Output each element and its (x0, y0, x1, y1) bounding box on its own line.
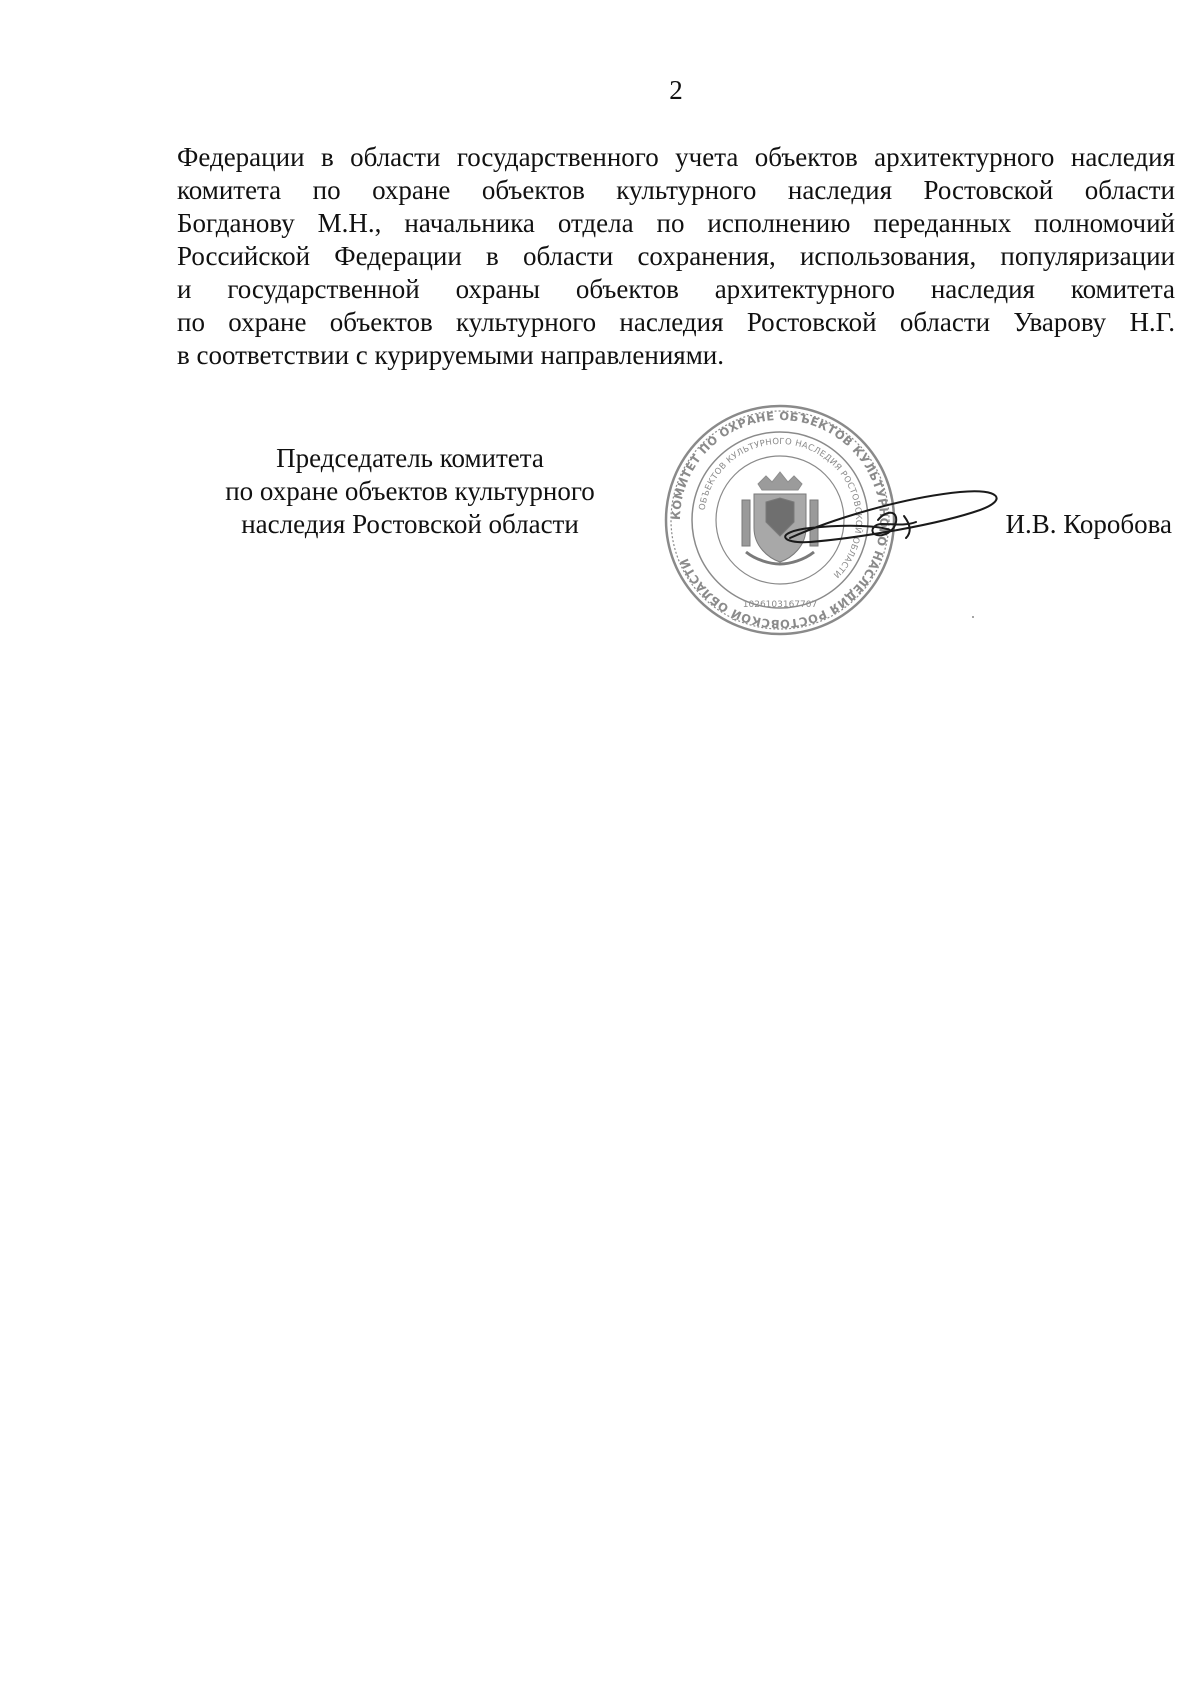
body-line: по охране объектов культурного наследия Ростовской области Уварову Н.Г. (177, 307, 1175, 337)
body-line: комитета по охране объектов культурного наследия Ростовской области (177, 175, 1175, 205)
body-line: Богданову М.Н., начальника отдела по исполнению переданных полномочий (177, 208, 1175, 238)
signer-name: И.В. Коробова (1005, 509, 1172, 539)
scan-speck (972, 616, 974, 618)
body-line: и государственной охраны объектов архитектурного наследия комитета (177, 274, 1175, 304)
signer-title-line: наследия Ростовской области (241, 509, 579, 539)
handwritten-signature (770, 480, 1010, 560)
signer-title (190, 442, 630, 541)
signer-title-line: по охране объектов культурного (225, 476, 595, 506)
body-line: Российской Федерации в области сохранения, использования, популяризации (177, 241, 1175, 271)
seal-outer-textpath: КОМИТЕТ ПО ОХРАНЕ ОБЪЕКТОВ КУЛЬТУРНОГО НАСЛЕДИЯ РОСТОВСКОЙ ОБЛАСТИ (668, 408, 892, 632)
page-number: 2 (669, 75, 683, 105)
body-line: в соответствии с курируемыми направлениями. (177, 340, 724, 370)
body-line: Федерации в области государственного учета объектов архитектурного наследия (177, 142, 1175, 172)
seal-number-text: 1026103167707 (742, 600, 818, 610)
seal-inner-textpath: ОБЪЕКТОВ КУЛЬТУРНОГО НАСЛЕДИЯ РОСТОВСКОЙ ОБЛАСТИ (697, 436, 864, 580)
signer-title-line: Председатель комитета (276, 443, 544, 473)
body-paragraph (177, 141, 1175, 372)
